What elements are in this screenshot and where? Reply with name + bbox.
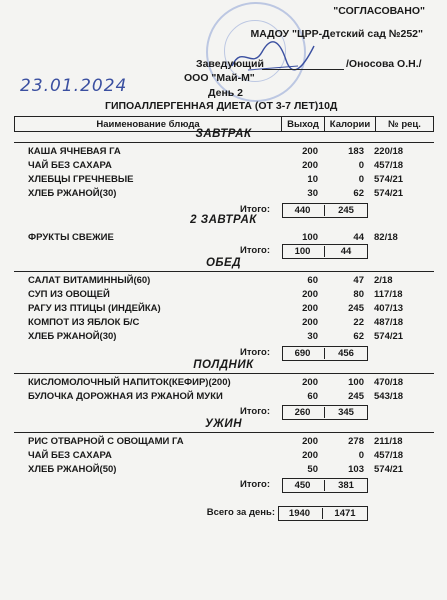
col-calories: Калории xyxy=(325,117,376,132)
table-row: РИС ОТВАРНОЙ С ОВОЩАМИ ГА 200 278 211/18 xyxy=(28,436,403,447)
section-total: Итого: 690 456 xyxy=(0,347,447,361)
organization: МАДОУ "ЦРР-Детский сад №252" xyxy=(250,28,423,40)
section-total: Итого: 450 381 xyxy=(0,479,447,493)
table-row: КАША ЯЧНЕВАЯ ГА 200 183 220/18 xyxy=(28,146,404,157)
section-divider xyxy=(14,432,434,433)
section-title-dinner: УЖИН xyxy=(204,418,243,430)
section-divider xyxy=(14,373,434,374)
section-total: Итого: 440 245 xyxy=(0,204,447,218)
signature-line xyxy=(262,69,344,70)
handwritten-date: 23.01.2024 xyxy=(20,76,128,96)
table-row: СУП ИЗ ОВОЩЕЙ 200 80 117/18 xyxy=(28,289,403,300)
table-row: ЧАЙ БЕЗ САХАРА 200 0 457/18 xyxy=(28,450,404,461)
day-label: День 2 xyxy=(208,87,244,99)
table-row: ХЛЕБ РЖАНОЙ(30) 30 62 574/21 xyxy=(28,188,404,199)
grand-total: Всего за день: 1940 1471 xyxy=(0,507,447,521)
table-row: БУЛОЧКА ДОРОЖНАЯ ИЗ РЖАНОЙ МУКИ 60 245 543/18 xyxy=(28,391,404,402)
table-row: КИСЛОМОЛОЧНЫЙ НАПИТОК(КЕФИР)(200) 200 100 470/18 xyxy=(28,377,404,388)
table-row: САЛАТ ВИТАМИННЫЙ(60) 60 47 2/18 xyxy=(28,275,393,286)
section-title-second-breakfast: 2 ЗАВТРАК xyxy=(190,214,257,226)
supplier: ООО "Май-М" xyxy=(184,72,255,84)
head-label: Заведующий xyxy=(196,58,264,70)
table-row: ХЛЕБЦЫ ГРЕЧНЕВЫЕ 10 0 574/21 xyxy=(28,174,404,185)
head-name: /Оносова О.Н./ xyxy=(346,58,422,70)
col-recipe: № рец. xyxy=(376,117,434,132)
table-row: ЧАЙ БЕЗ САХАРА 200 0 457/18 xyxy=(28,160,404,171)
section-title-lunch: ОБЕД xyxy=(205,257,242,269)
diet-title: ГИПОАЛЛЕРГЕННАЯ ДИЕТА (ОТ 3-7 ЛЕТ)10Д xyxy=(105,100,338,112)
col-output: Выход xyxy=(282,117,325,132)
section-title-breakfast: ЗАВТРАК xyxy=(195,128,252,140)
table-row: ХЛЕБ РЖАНОЙ(30) 30 62 574/21 xyxy=(28,331,404,342)
table-row: КОМПОТ ИЗ ЯБЛОК Б/С 200 22 487/18 xyxy=(28,317,404,328)
section-total: Итого: 260 345 xyxy=(0,406,447,420)
table-row: РАГУ ИЗ ПТИЦЫ (ИНДЕЙКА) 200 245 407/13 xyxy=(28,303,404,314)
section-divider xyxy=(14,142,434,143)
approved-label: "СОГЛАСОВАНО" xyxy=(333,5,425,17)
signature xyxy=(228,36,318,76)
table-row: ХЛЕБ РЖАНОЙ(50) 50 103 574/21 xyxy=(28,464,404,475)
col-name: Наименование блюда xyxy=(15,117,282,132)
section-divider xyxy=(14,271,434,272)
table-row: ФРУКТЫ СВЕЖИЕ 100 44 82/18 xyxy=(28,232,398,243)
section-title-snack: ПОЛДНИК xyxy=(193,359,254,371)
section-total: Итого: 100 44 xyxy=(0,245,447,259)
